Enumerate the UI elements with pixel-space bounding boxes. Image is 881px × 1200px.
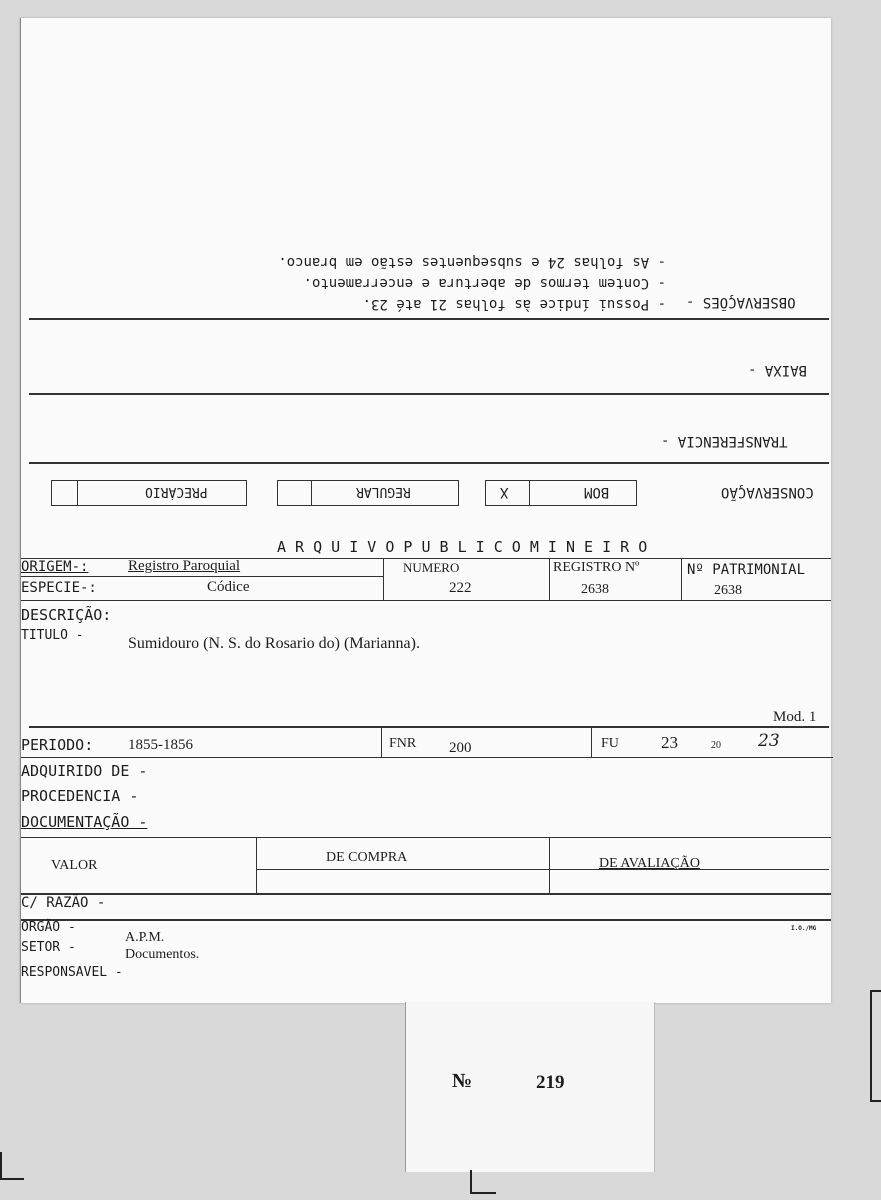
precario-divider xyxy=(77,480,78,506)
regular-label: REGULAR xyxy=(356,484,411,499)
procedencia-label: PROCEDENCIA - xyxy=(21,787,139,805)
transferencia-label: TRANSFERENCIA - xyxy=(661,433,788,449)
crop-mark-right xyxy=(870,990,881,1102)
info-table-bottom xyxy=(21,600,831,601)
valor-col-1 xyxy=(256,837,257,893)
periodo-label: PERIODO: xyxy=(21,736,94,754)
valor-col-2 xyxy=(549,837,550,893)
slip-number: 219 xyxy=(536,1072,565,1093)
valor-label: VALOR xyxy=(51,858,98,873)
bom-divider xyxy=(529,480,530,506)
especie-value: Códice xyxy=(207,579,250,595)
fu-value: 23 xyxy=(661,733,678,752)
number-slip xyxy=(405,1002,655,1172)
valor-bottom xyxy=(21,893,831,895)
descricao-divider xyxy=(29,726,829,728)
fu-extra-small: 20 xyxy=(711,740,721,751)
observacoes-label: OBSERVAÇÕES - xyxy=(686,294,796,310)
adquirido-label: ADQUIRIDO DE - xyxy=(21,762,148,780)
razao-label: C/ RAZÃO - xyxy=(21,895,106,911)
orgao-value: A.P.M. xyxy=(125,930,165,945)
baixa-label: BAIXA - xyxy=(748,362,808,378)
patrimonial-value: 2638 xyxy=(714,583,742,598)
periodo-value: 1855-1856 xyxy=(128,737,193,753)
crop-mark-center xyxy=(470,1170,496,1194)
bom-mark: X xyxy=(500,484,509,500)
periodo-col-2 xyxy=(591,728,592,758)
registro-label: REGISTRO Nº xyxy=(553,560,640,575)
observacoes-line-3: - As folhas 24 e subsequentes estão em branco. xyxy=(278,254,666,270)
avaliacao-label: DE AVALIAÇÃO xyxy=(599,856,700,871)
fnr-label: FNR xyxy=(389,736,417,751)
observacoes-notes xyxy=(246,246,666,312)
descricao-label: DESCRIÇÃO: xyxy=(21,606,112,624)
origem-label: ORIGEM-: xyxy=(21,559,89,575)
registro-value: 2638 xyxy=(581,582,609,597)
bom-label: BOM xyxy=(584,484,610,500)
orgao-label: ORGÃO - xyxy=(21,920,76,935)
documentacao-label: DOCUMENTAÇÃO - xyxy=(21,813,148,831)
titulo-value: Sumidouro (N. S. do Rosario do) (Marianna). xyxy=(128,635,420,652)
periodo-bottom xyxy=(21,757,833,758)
valor-middle xyxy=(257,869,829,870)
archive-title: A R Q U I V O P U B L I C O M I N E I R O xyxy=(277,538,648,556)
setor-value: Documentos. xyxy=(125,947,200,962)
model-number: Mod. 1 xyxy=(773,709,817,725)
catalog-card xyxy=(20,18,831,1003)
responsavel-label: RESPONSAVEL - xyxy=(21,965,123,980)
razao-bottom xyxy=(21,919,831,921)
fu-label: FU xyxy=(601,736,619,751)
fnr-value: 200 xyxy=(449,740,472,756)
info-col-1 xyxy=(383,558,384,600)
regular-divider xyxy=(311,480,312,506)
crop-mark-left xyxy=(0,1152,24,1180)
observacoes-divider xyxy=(29,318,829,320)
valor-top xyxy=(21,837,831,838)
info-col-3 xyxy=(681,558,682,600)
patrimonial-label: Nº PATRIMONIAL xyxy=(687,562,806,578)
especie-label: ESPECIE-: xyxy=(21,580,97,596)
setor-label: SETOR - xyxy=(21,940,76,955)
numero-value: 222 xyxy=(449,580,472,596)
transferencia-divider xyxy=(29,462,829,464)
observacoes-line-2: - Contem termos de abertura e encerramento. xyxy=(303,275,666,291)
numero-label: NUMERO xyxy=(403,560,460,575)
observacoes-line-1: - Possui índice às folhas 21 até 23. xyxy=(362,296,666,312)
periodo-col-1 xyxy=(381,728,382,758)
fu-handwritten: 23 xyxy=(758,731,780,751)
numero-symbol: № xyxy=(452,1070,473,1092)
titulo-label: TITULO - xyxy=(21,628,84,643)
info-col-2 xyxy=(549,558,550,600)
precario-label: PRECÁRIO xyxy=(145,484,208,499)
baixa-divider xyxy=(29,393,829,395)
printer-mark: I.O./MG xyxy=(791,925,817,932)
origem-value: Registro Paroquial xyxy=(128,558,241,574)
info-table-middle xyxy=(21,576,383,577)
compra-label: DE COMPRA xyxy=(326,850,408,865)
conservacao-label: CONSERVAÇÃO xyxy=(721,484,814,500)
